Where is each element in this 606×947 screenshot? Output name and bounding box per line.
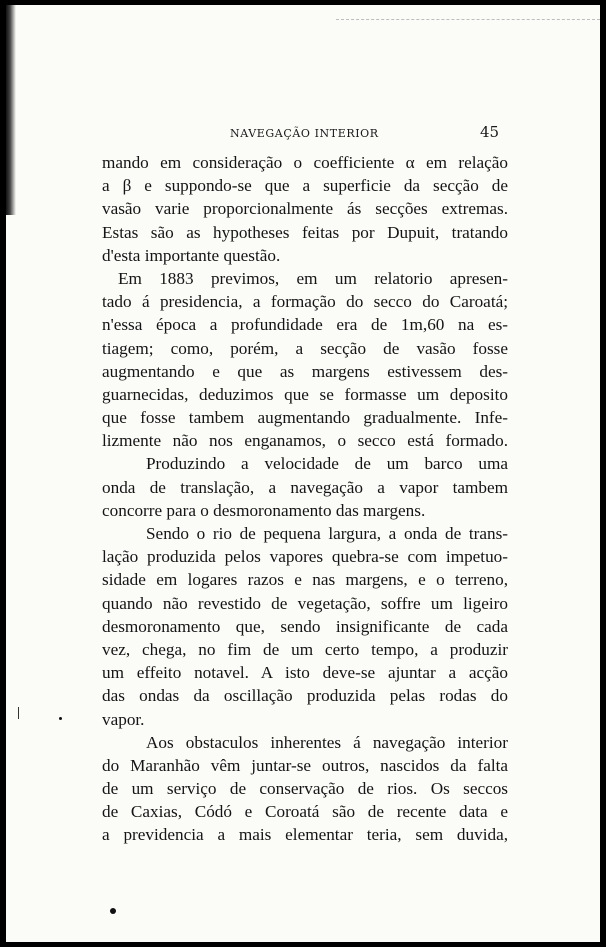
text-line: um effeito notavel. A isto deve-se ajuntar a acção [102, 663, 508, 683]
running-head [6, 123, 600, 143]
text-line: Estas são as hypotheses feitas por Dupuit, tratando [102, 222, 508, 242]
text-line: Aos obstaculos inherentes á navegação interior [146, 732, 508, 752]
text-line: a previdencia a mais elementar teria, sem duvida, [102, 825, 508, 845]
text-line: tado á presidencia, a formação do secco do Caroatá; [102, 292, 508, 312]
text-line: Sendo o rio de pequena largura, a onda de trans- [146, 524, 508, 543]
scan-speck [110, 908, 116, 914]
text-line: d'esta importante questão. [102, 245, 281, 265]
page-number: 45 [480, 123, 500, 141]
text-line: de Caxias, Códó e Coroatá são de recente data e [102, 802, 508, 822]
text-line: desmoronamento que, sendo insignificante de cada [102, 616, 508, 636]
scan-speck [59, 717, 62, 720]
text-line: lação produzida pelos vapores quebra-se com impetuo- [102, 547, 508, 567]
top-edge-rule [336, 19, 600, 20]
book-page [6, 5, 600, 942]
text-line: vasão varie proporcionalmente ás secções extremas. [102, 199, 508, 219]
text-line: quando não revestido de vegetação, soffre um ligeiro [102, 593, 508, 613]
text-line: que fosse tambem augmentando gradualmente. Infe- [102, 408, 508, 428]
text-line: concorre para o desmoronamento das margens. [102, 500, 426, 520]
text-line: lizmente não nos enganamos, o secco está formado. [102, 431, 508, 451]
binding-shadow [6, 5, 16, 215]
text-line: onda de translação, a navegação a vapor tambem [102, 477, 508, 497]
text-line: vez, chega, no fim de um certo tempo, a produzir [102, 639, 508, 659]
text-line: Produzindo a velocidade de um barco uma [146, 454, 508, 474]
text-line: tiagem; como, porém, a secção de vasão fosse [102, 338, 508, 358]
text-line: n'essa época a profundidade era de 1m,60 na es- [102, 315, 508, 335]
text-line: de um serviço de conservação de rios. Os seccos [102, 779, 508, 799]
text-line: do Maranhão vêm juntar-se outros, nascidos da falta [102, 755, 508, 775]
body-text [102, 151, 508, 847]
text-line: das ondas da oscillação produzida pelas rodas do [102, 686, 508, 706]
running-head-title: NAVEGAÇÃO INTERIOR [230, 127, 379, 140]
text-line: Em 1883 previmos, em um relatorio apresen- [118, 268, 508, 288]
text-line: a β e suppondo-se que a superficie da secção de [102, 176, 508, 196]
scan-mark [18, 707, 19, 719]
text-line: vapor. [102, 709, 145, 729]
text-line: augmentando e que as margens estivessem des- [102, 361, 508, 381]
text-line: guarnecidas, deduzimos que se formasse um deposito [102, 384, 508, 404]
text-line: sidade em logares razos e nas margens, e o terreno, [102, 570, 508, 590]
text-line: mando em consideração o coefficiente α em relação [102, 153, 508, 172]
